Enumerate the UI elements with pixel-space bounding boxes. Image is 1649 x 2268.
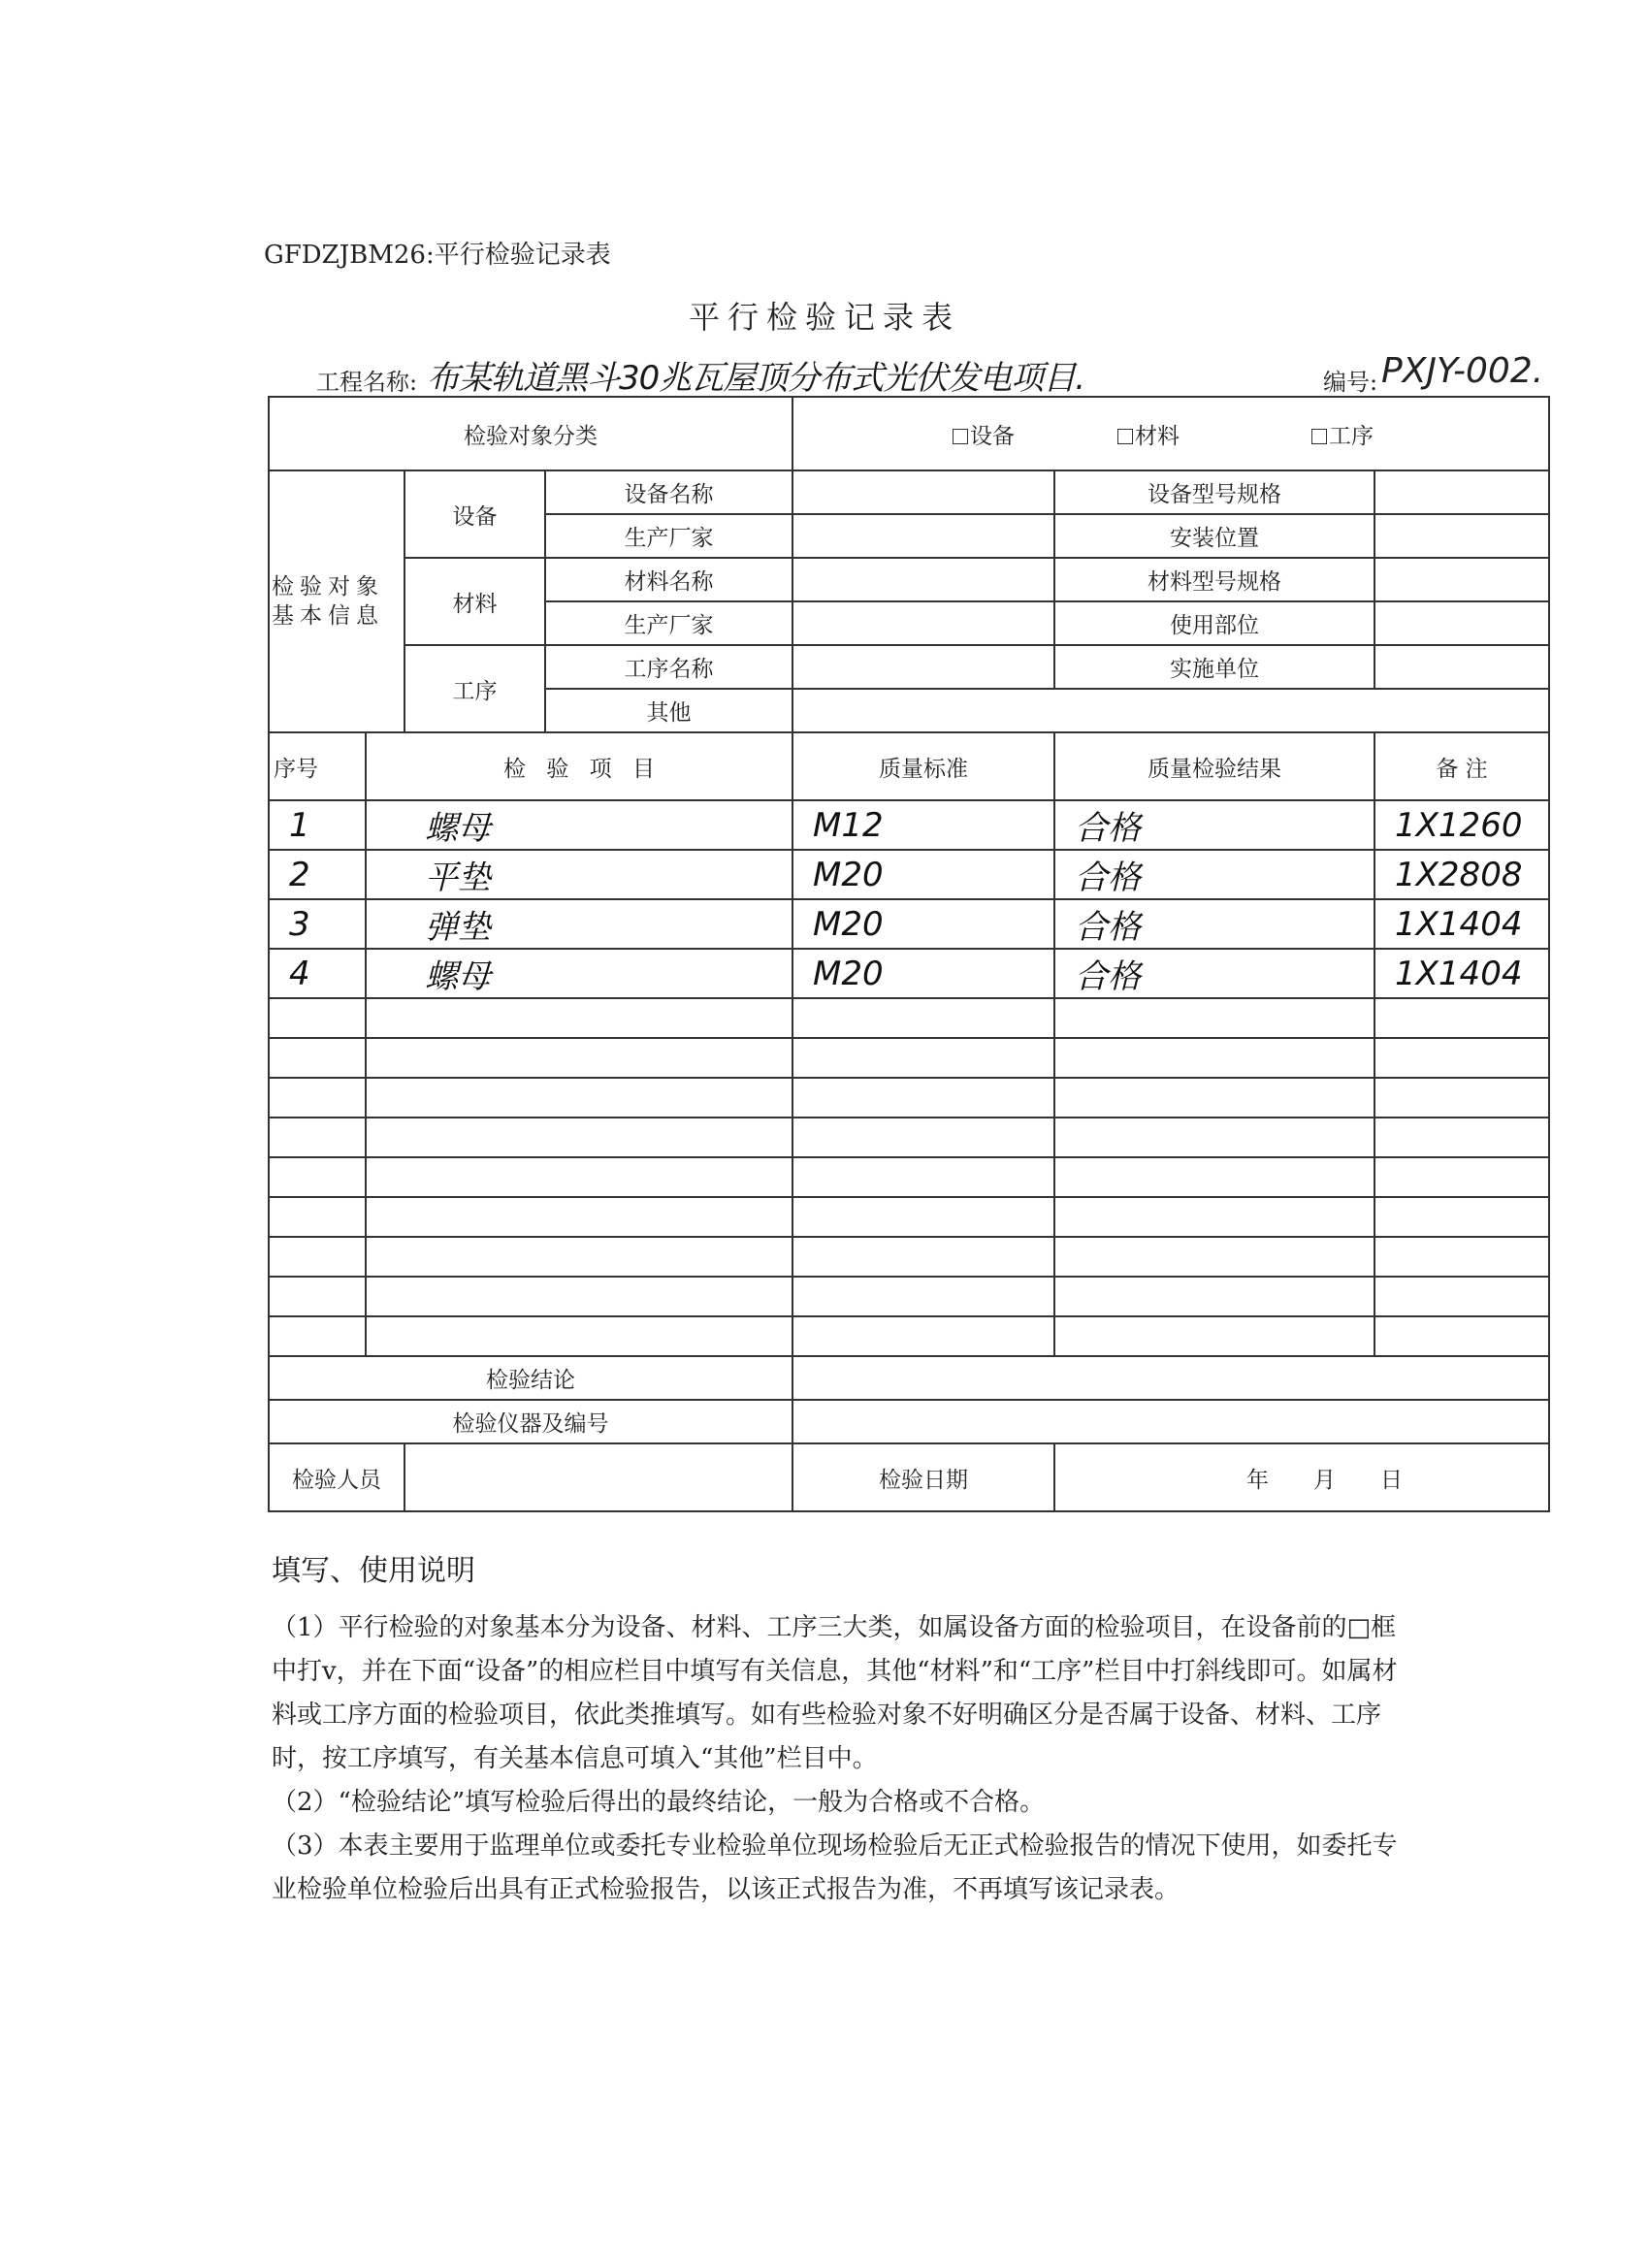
instrument-label: 检验仪器及编号 [269, 1400, 792, 1443]
material-model-value[interactable] [1374, 558, 1549, 601]
form-number-label: 编号: [1323, 369, 1378, 396]
process-unit-value[interactable] [1374, 645, 1549, 689]
empty-row [269, 1118, 1549, 1157]
material-model-label: 材料型号规格 [1054, 558, 1374, 601]
col-seq-header: 序号 [269, 732, 366, 800]
project-name-label: 工程名称: [316, 369, 418, 396]
date-value[interactable]: 年 月 日 [1054, 1443, 1549, 1511]
process-group-label: 工序 [404, 645, 545, 732]
equipment-group-label: 设备 [404, 470, 545, 558]
equipment-maker-value[interactable] [792, 514, 1054, 558]
empty-row [269, 1237, 1549, 1277]
equipment-location-label: 安装位置 [1054, 514, 1374, 558]
col-item-header: 检 验 项 目 [366, 732, 792, 800]
row-seq: 4 [269, 949, 366, 998]
empty-row [269, 1038, 1549, 1078]
empty-row [269, 1197, 1549, 1237]
row-item: 螺母 [366, 949, 792, 998]
basic-info-label: 检验对象基本信息 [269, 470, 404, 732]
notes-title: 填写、使用说明 [272, 1554, 475, 1588]
inspection-record-table [268, 396, 1550, 1512]
row-item: 弹垫 [366, 899, 792, 949]
equipment-model-value[interactable] [1374, 470, 1549, 514]
row-standard: M20 [792, 949, 1054, 998]
form-title: 平行检验记录表 [688, 299, 960, 336]
row-remark: 1X2808 [1374, 850, 1549, 899]
process-unit-label: 实施单位 [1054, 645, 1374, 689]
empty-row [269, 1078, 1549, 1118]
note-paragraph: （2）“检验结论”填写检验后得出的最终结论，一般为合格或不合格。 [272, 1788, 1046, 1817]
date-label: 检验日期 [792, 1443, 1054, 1511]
note-paragraph: （1）平行检验的对象基本分为设备、材料、工序三大类，如属设备方面的检验项目，在设备前的□框中打v，并在下面“设备”的相应栏目中填写有关信息，其他“材料”和“工序”栏目中打斜线即可。如属材料或工序方面的检验项目，依此类推填写。如有些检验对象不好明确区分是否属于设备、材料、工序时，按工序填写，有关基本信息可填入“其他”栏目中。 [272, 1613, 1398, 1773]
table-row [269, 850, 1549, 899]
material-usage-label: 使用部位 [1054, 601, 1374, 645]
row-result: 合格 [1054, 850, 1374, 899]
form-code: GFDZJBM26:平行检验记录表 [264, 241, 611, 270]
col-result-header: 质量检验结果 [1054, 732, 1374, 800]
option-material[interactable]: 材料 [1117, 418, 1311, 450]
checkbox-material[interactable] [1117, 429, 1133, 444]
empty-row [269, 1277, 1549, 1316]
empty-row [269, 998, 1549, 1038]
row-standard: M12 [792, 800, 1054, 850]
row-standard: M20 [792, 850, 1054, 899]
row-remark: 1X1404 [1374, 949, 1549, 998]
checkbox-process[interactable] [1311, 429, 1327, 444]
material-name-label: 材料名称 [545, 558, 792, 601]
process-name-label: 工序名称 [545, 645, 792, 689]
row-result: 合格 [1054, 949, 1374, 998]
notes-body [272, 1606, 1416, 1912]
conclusion-label: 检验结论 [269, 1356, 792, 1400]
note-paragraph: （3）本表主要用于监理单位或委托专业检验单位现场检验后无正式检验报告的情况下使用，如委托专业检验单位检验后出具有正式检验报告，以该正式报告为准，不再填写该记录表。 [272, 1831, 1398, 1904]
category-options [792, 397, 1549, 470]
row-result: 合格 [1054, 899, 1374, 949]
other-label: 其他 [545, 689, 792, 732]
checkbox-equipment[interactable] [953, 429, 968, 444]
equipment-model-label: 设备型号规格 [1054, 470, 1374, 514]
col-standard-header: 质量标准 [792, 732, 1054, 800]
row-seq: 2 [269, 850, 366, 899]
material-maker-value[interactable] [792, 601, 1054, 645]
empty-row [269, 1157, 1549, 1197]
row-item: 螺母 [366, 800, 792, 850]
row-result: 合格 [1054, 800, 1374, 850]
material-group-label: 材料 [404, 558, 545, 645]
other-value[interactable] [792, 689, 1549, 732]
inspector-label: 检验人员 [269, 1443, 404, 1511]
table-row [269, 800, 1549, 850]
project-name-value: 布某轨道黑斗30兆瓦屋顶分布式光伏发电项目. [427, 359, 1085, 398]
row-remark: 1X1260 [1374, 800, 1549, 850]
equipment-name-value[interactable] [792, 470, 1054, 514]
row-seq: 1 [269, 800, 366, 850]
col-remark-header: 备 注 [1374, 732, 1549, 800]
empty-row [269, 1316, 1549, 1356]
material-maker-label: 生产厂家 [545, 601, 792, 645]
conclusion-value[interactable] [792, 1356, 1549, 1400]
inspector-value[interactable] [404, 1443, 792, 1511]
row-remark: 1X1404 [1374, 899, 1549, 949]
option-equipment[interactable]: 设备 [953, 418, 1117, 450]
row-seq: 3 [269, 899, 366, 949]
option-process[interactable]: 工序 [1311, 418, 1447, 450]
material-usage-value[interactable] [1374, 601, 1549, 645]
row-standard: M20 [792, 899, 1054, 949]
equipment-name-label: 设备名称 [545, 470, 792, 514]
material-name-value[interactable] [792, 558, 1054, 601]
row-item: 平垫 [366, 850, 792, 899]
table-row [269, 949, 1549, 998]
process-name-value[interactable] [792, 645, 1054, 689]
category-label: 检验对象分类 [269, 397, 792, 470]
table-row [269, 899, 1549, 949]
equipment-maker-label: 生产厂家 [545, 514, 792, 558]
instrument-value[interactable] [792, 1400, 1549, 1443]
form-number-value: PXJY-002. [1381, 351, 1544, 391]
equipment-location-value[interactable] [1374, 514, 1549, 558]
